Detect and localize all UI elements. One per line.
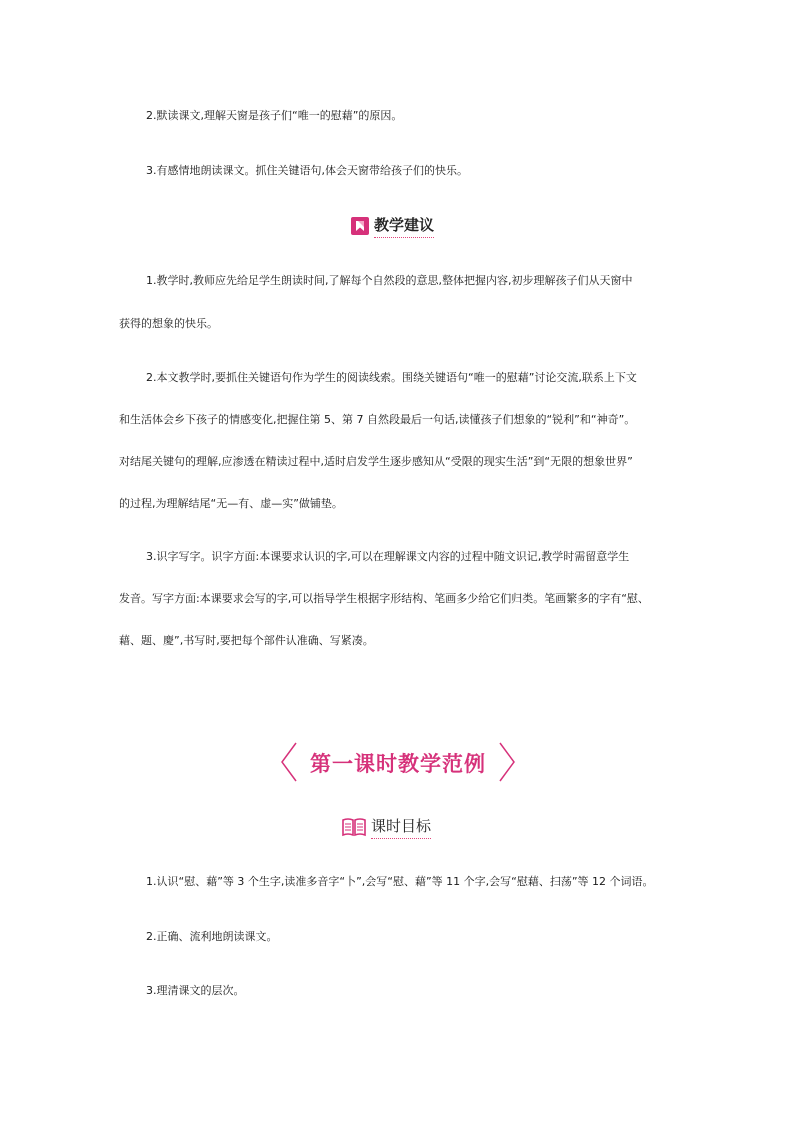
paragraph-line: 1.教学时,教师应先给足学生朗读时间,了解每个自然段的意思,整体把握内容,初步理解孩子们从天窗中 [146, 274, 633, 287]
objective-item-1: 1.认识“慰、藉”等 3 个生字,读准多音字“卜”,会写“慰、藉”等 11 个字,会写“慰藉、扫荡”等 12 个词语。 [146, 875, 654, 888]
tag-icon [351, 217, 369, 235]
lesson-banner [278, 741, 518, 783]
section-title: 课时目标 [371, 815, 431, 839]
section-title: 教学建议 [374, 214, 434, 238]
paragraph-line: 3.识字写字。识字方面:本课要求认识的字,可以在理解课文内容的过程中随文识记,教学时需留意学生 [146, 550, 630, 563]
banner-title: 第一课时教学范例 [310, 752, 486, 776]
paragraph-line: 和生活体会乡下孩子的情感变化,把握住第 5、第 7 自然段最后一句话,读懂孩子们想象的“锐利”和“神奇”。 [119, 413, 636, 426]
paragraph-line: 藉、题、慶”,书写时,要把每个部件认准确、写紧凑。 [119, 634, 374, 647]
paragraph-line: 2.本文教学时,要抓住关键语句作为学生的阅读线索。围绕关键语句“唯一的慰藉”讨论交流,联系上下文 [146, 371, 637, 384]
paragraph-line: 发音。写字方面:本课要求会写的字,可以指导学生根据字形结构、笔画多少给它们归类。笔画繁多的字有“慰、 [119, 592, 649, 605]
section-heading-teaching-suggestions [351, 214, 434, 238]
paragraph-line: 的过程,为理解结尾“无—有、虚—实”做铺垫。 [119, 497, 343, 510]
objective-item-3: 3.理清课文的层次。 [146, 984, 245, 997]
objective-item-2: 2.正确、流利地朗读课文。 [146, 930, 278, 943]
book-icon [342, 817, 366, 837]
paragraph-line: 对结尾关键句的理解,应渗透在精读过程中,适时启发学生逐步感知从“受限的现实生活”到“无限的想象世界” [119, 455, 633, 468]
section-heading-lesson-objectives [342, 815, 431, 839]
objective-item-3: 3.有感情地朗读课文。抓住关键语句,体会天窗带给孩子们的快乐。 [146, 164, 468, 177]
paragraph-line: 获得的想象的快乐。 [119, 317, 218, 330]
objective-item-2: 2.默读课文,理解天窗是孩子们“唯一的慰藉”的原因。 [146, 109, 403, 122]
